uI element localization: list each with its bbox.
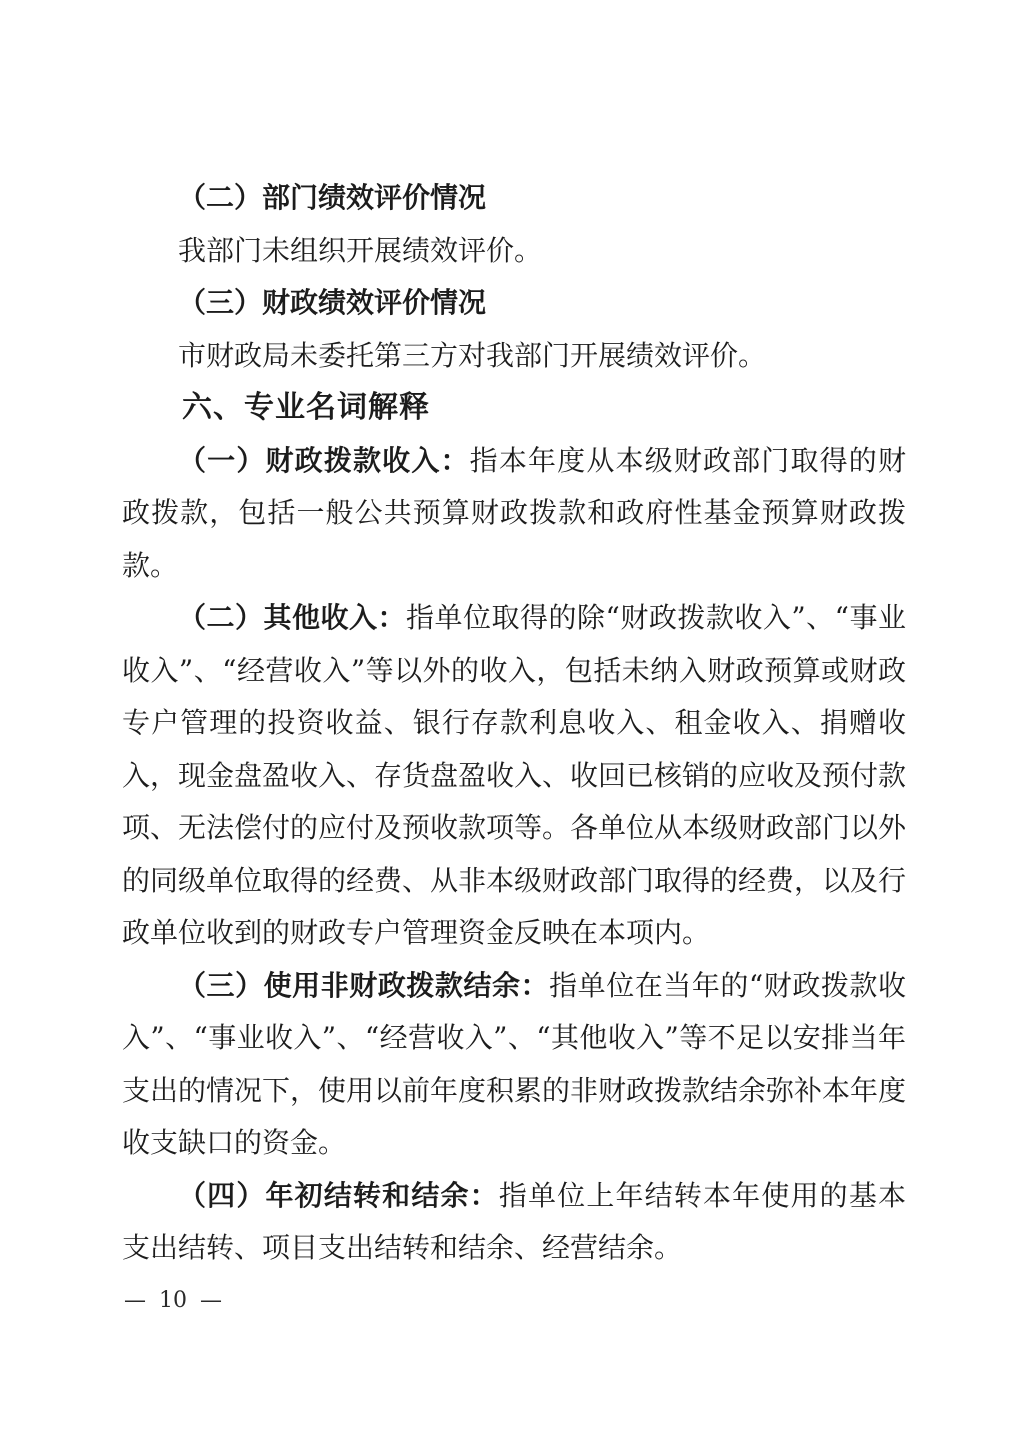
footer-dash-left: — xyxy=(124,1288,146,1313)
document-body xyxy=(122,172,906,1275)
term-definition: 指本年度从本级财政部门取得的财政拨款，包括一般公共预算财政拨款和政府性基金预算财政拨款。 xyxy=(122,443,906,582)
paragraph-text: 我部门未组织开展绩效评价。 xyxy=(178,233,543,267)
subheading-performance-finance xyxy=(122,277,906,330)
term-definition: 指单位上年结转本年使用的基本支出结转、项目支出结转和结余、经营结余。 xyxy=(122,1178,906,1264)
subheading-performance-dept xyxy=(122,172,906,225)
subheading-text: （三）财政绩效评价情况 xyxy=(178,286,487,319)
page-number: 10 xyxy=(159,1288,187,1313)
subheading-text: （二）部门绩效评价情况 xyxy=(178,181,487,214)
footer-dash-right: — xyxy=(200,1288,222,1313)
term-definition: 指单位在当年的“财政拨款收入”、“事业收入”、“经营收入”、“其他收入”等不足以安排当年支出的情况下，使用以前年度积累的非财政拨款结余弥补本年度收支缺口的资金。 xyxy=(122,968,907,1159)
paragraph-text: 市财政局未委托第三方对我部门开展绩效评价。 xyxy=(178,338,767,372)
term-paragraph-other-income xyxy=(122,592,906,960)
page-footer xyxy=(124,1288,222,1313)
term-paragraph-non-fiscal-surplus xyxy=(122,960,906,1170)
term-label: （二）其他收入： xyxy=(178,601,407,634)
term-paragraph-carryover-balance xyxy=(122,1170,906,1275)
term-label: （四）年初结转和结余： xyxy=(178,1178,499,1212)
chapter-heading-terms xyxy=(122,382,906,435)
term-definition: 指单位取得的除“财政拨款收入”、“事业收入”、“经营收入”等以外的收入，包括未纳入财政预算或财政专户管理的投资收益、银行存款利息收入、租金收入、捐赠收入，现金盘盈收入、存货盘盈收入、收回已核销的应收及预付款项、无法偿付的应付及预收款项等。各单位从本级财政部门以外的同级单位取得的经费、从非本级财政部门取得的经费，以及行政单位收到的财政专户管理资金反映在本项内。 xyxy=(122,601,907,949)
term-label: （一）财政拨款收入： xyxy=(178,443,470,477)
term-paragraph-fiscal-appropriation-income xyxy=(122,435,906,593)
term-label: （三）使用非财政拨款结余： xyxy=(178,968,550,1002)
chapter-heading-text: 六、专业名词解释 xyxy=(182,390,430,425)
paragraph xyxy=(122,330,906,383)
paragraph xyxy=(122,225,906,278)
